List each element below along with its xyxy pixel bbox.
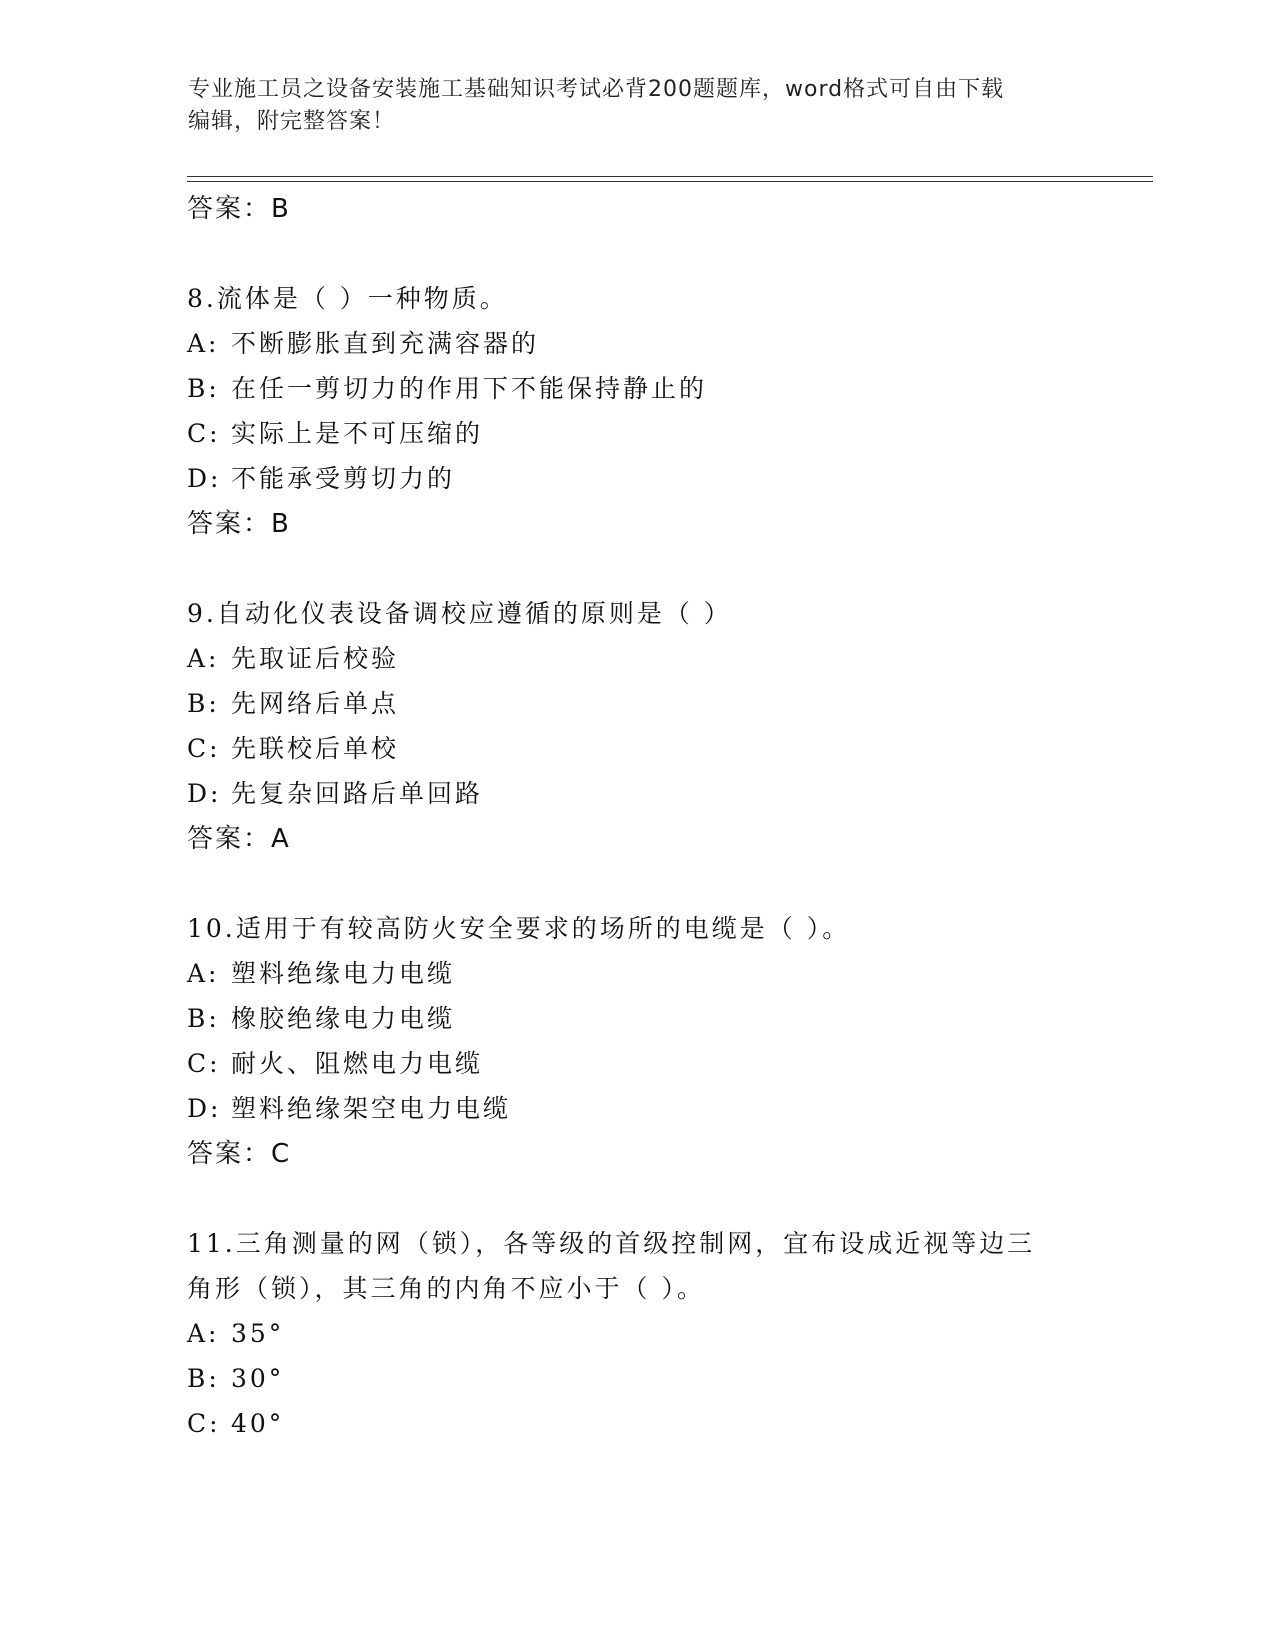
option-b xyxy=(187,681,1087,726)
option-text: 30° xyxy=(231,1364,285,1393)
option-key: C: xyxy=(187,419,221,448)
option-text: 实际上是不可压缩的 xyxy=(231,419,484,448)
option-key: B: xyxy=(187,374,220,403)
question-stem xyxy=(187,276,1087,321)
option-key: A: xyxy=(187,1319,220,1348)
option-text: 耐火、阻燃电力电缆 xyxy=(231,1049,484,1078)
option-a xyxy=(187,636,1087,681)
option-d xyxy=(187,1086,1087,1131)
option-text: 先联校后单校 xyxy=(231,734,400,763)
option-a xyxy=(187,321,1087,366)
option-text: 塑料绝缘架空电力电缆 xyxy=(231,1094,512,1123)
answer-line: 答案：A xyxy=(187,824,291,854)
question-10 xyxy=(187,906,1087,1177)
option-c xyxy=(187,411,1087,456)
question-stem xyxy=(187,906,1087,951)
option-text: 35° xyxy=(231,1319,285,1348)
option-b xyxy=(187,1356,1087,1401)
option-c xyxy=(187,1401,1087,1446)
option-b xyxy=(187,366,1087,411)
option-text: 不能承受剪切力的 xyxy=(231,464,456,493)
option-text: 先网络后单点 xyxy=(231,689,400,718)
option-key: D: xyxy=(187,1094,222,1123)
option-key: A: xyxy=(187,329,220,358)
header-divider-top xyxy=(187,176,1153,177)
option-a xyxy=(187,1311,1087,1356)
option-text: 在任一剪切力的作用下不能保持静止的 xyxy=(231,374,708,403)
question-stem xyxy=(187,1221,1087,1311)
question-stem-line: 角形（锁），其三角的内角不应小于（ ）。 xyxy=(187,1274,705,1303)
option-text: 橡胶绝缘电力电缆 xyxy=(231,1004,456,1033)
question-8 xyxy=(187,276,1087,547)
question-stem-line: 8.流体是（ ）一种物质。 xyxy=(187,284,508,313)
option-key: B: xyxy=(187,1364,220,1393)
option-key: D: xyxy=(187,464,222,493)
option-c xyxy=(187,1041,1087,1086)
header-divider-bottom xyxy=(187,181,1153,182)
option-d xyxy=(187,456,1087,501)
question-9 xyxy=(187,591,1087,862)
question-stem-line: 10.适用于有较高防火安全要求的场所的电缆是（ ）。 xyxy=(187,914,851,943)
question-stem-line: 9.自动化仪表设备调校应遵循的原则是（ ） xyxy=(187,599,732,628)
header-line-1: 专业施工员之设备安装施工基础知识考试必背200题题库，word格式可自由下载 xyxy=(188,77,1005,102)
header-line-2: 编辑，附完整答案！ xyxy=(188,109,396,134)
option-key: B: xyxy=(187,689,220,718)
option-text: 40° xyxy=(231,1409,285,1438)
document-body xyxy=(187,186,1087,1446)
question-stem-line: 11.三角测量的网（锁），各等级的首级控制网，宜布设成近视等边三 xyxy=(187,1229,1036,1258)
option-b xyxy=(187,996,1087,1041)
option-a xyxy=(187,951,1087,996)
option-key: C: xyxy=(187,1049,221,1078)
option-key: B: xyxy=(187,1004,220,1033)
document-header xyxy=(188,74,1068,138)
option-key: A: xyxy=(187,959,220,988)
question-stem xyxy=(187,591,1087,636)
option-key: D: xyxy=(187,779,222,808)
option-text: 先取证后校验 xyxy=(231,644,400,673)
option-text: 先复杂回路后单回路 xyxy=(231,779,484,808)
option-key: C: xyxy=(187,1409,221,1438)
option-c xyxy=(187,726,1087,771)
option-d xyxy=(187,771,1087,816)
answer-line: 答案：B xyxy=(187,194,291,224)
option-key: A: xyxy=(187,644,220,673)
question-11 xyxy=(187,1221,1087,1446)
answer-line: 答案：B xyxy=(187,509,291,539)
option-text: 不断膨胀直到充满容器的 xyxy=(231,329,540,358)
answer-line: 答案：C xyxy=(187,1139,292,1169)
option-key: C: xyxy=(187,734,221,763)
option-text: 塑料绝缘电力电缆 xyxy=(231,959,456,988)
